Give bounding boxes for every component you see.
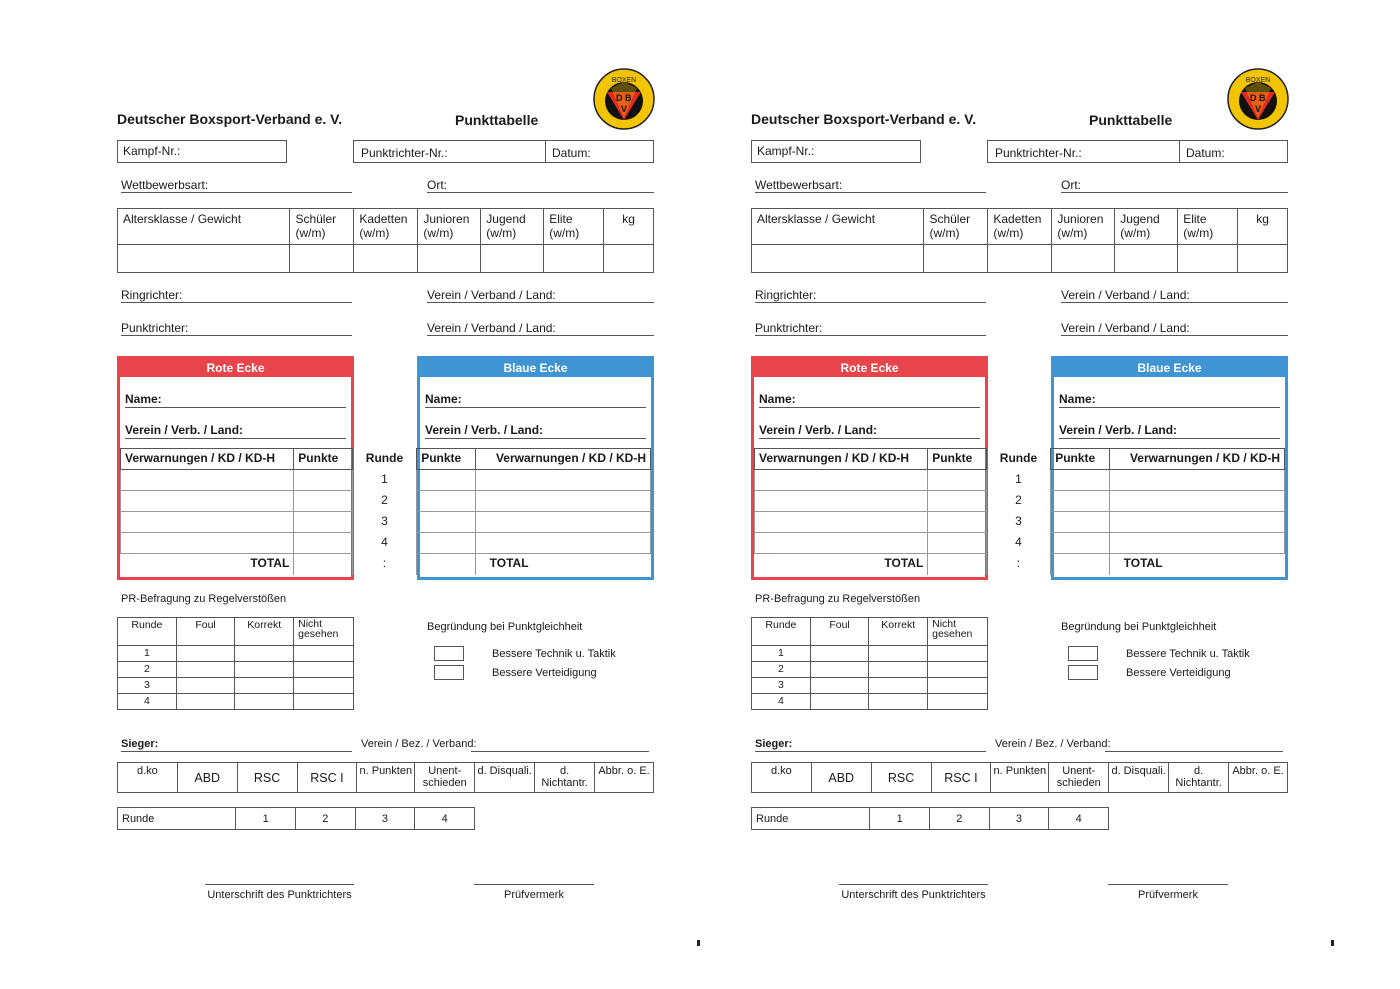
ringrichter-field[interactable]: Ringrichter:: [121, 288, 352, 303]
blue-points-cell[interactable]: [1051, 533, 1109, 554]
pr-korrekt-cell[interactable]: [235, 678, 294, 694]
age-header: Elite (w/m): [544, 209, 604, 245]
pr-korrekt-cell[interactable]: [869, 662, 928, 678]
blue-points-cell[interactable]: [417, 470, 475, 491]
pr-korrekt-cell[interactable]: [869, 646, 928, 662]
wettbewerbsart-field[interactable]: Wettbewerbsart:: [121, 178, 352, 193]
round-table: [117, 807, 475, 830]
blue-total-cell[interactable]: [1051, 554, 1109, 575]
result-option[interactable]: ABD: [177, 763, 237, 793]
pr-row: [118, 646, 354, 662]
score-table: [754, 448, 1285, 575]
technik-checkbox[interactable]: [434, 646, 464, 661]
ringrichter-field[interactable]: Ringrichter:: [755, 288, 986, 303]
pr-round: 2: [118, 662, 177, 678]
sieger-field[interactable]: Sieger:: [121, 738, 352, 752]
pr-header: Korrekt: [869, 618, 928, 646]
result-option[interactable]: RSC: [871, 763, 931, 793]
age-header: Altersklasse / Gewicht: [752, 209, 924, 245]
red-verein-field[interactable]: Verein / Verb. / Land:: [759, 423, 980, 439]
technik-checkbox[interactable]: [1068, 646, 1098, 661]
result-option[interactable]: d. Disquali.: [475, 763, 535, 793]
result-option[interactable]: d.ko: [118, 763, 178, 793]
round-row-label: Runde: [752, 808, 870, 830]
age-header: kg: [1238, 209, 1288, 245]
pr-header: Korrekt: [235, 618, 294, 646]
pr-foul-cell[interactable]: [176, 678, 235, 694]
red-total-label: TOTAL: [250, 556, 290, 570]
age-cell[interactable]: [1238, 245, 1288, 273]
round-cell[interactable]: 2: [930, 808, 990, 830]
red-corner-title: Rote Ecke: [120, 359, 351, 377]
blue-warn-cell[interactable]: [1109, 533, 1284, 554]
verein-field-2[interactable]: Verein / Verband / Land:: [1061, 321, 1288, 336]
pr-row: [752, 646, 988, 662]
score-row: [755, 533, 1285, 554]
age-cell[interactable]: [290, 245, 354, 273]
score-row: [121, 512, 651, 533]
blue-warn-cell[interactable]: [475, 470, 650, 491]
pr-header: Foul: [810, 618, 869, 646]
red-points-cell[interactable]: [928, 491, 986, 512]
pr-round: 1: [752, 646, 811, 662]
verteidigung-checkbox[interactable]: [434, 665, 464, 680]
organization-name: Deutscher Boxsport-Verband e. V.: [117, 111, 343, 127]
pr-round: 3: [752, 678, 811, 694]
age-cell[interactable]: [118, 245, 290, 273]
red-warn-cell[interactable]: [121, 512, 294, 533]
blue-total-label: TOTAL: [1123, 556, 1163, 570]
red-points-cell[interactable]: [294, 512, 352, 533]
result-option[interactable]: n. Punkten: [357, 763, 415, 793]
result-option[interactable]: n. Punkten: [991, 763, 1049, 793]
blue-warn-cell[interactable]: [1109, 512, 1284, 533]
blue-verein-field[interactable]: Verein / Verb. / Land:: [1059, 423, 1280, 439]
round-cell[interactable]: 4: [415, 808, 475, 830]
pr-round: 4: [752, 694, 811, 710]
pr-foul-cell[interactable]: [810, 662, 869, 678]
red-points-header: Punkte: [928, 449, 986, 470]
page-title: Punkttabelle: [455, 112, 539, 128]
verein-bez-field[interactable]: [471, 738, 649, 752]
result-option[interactable]: RSC: [237, 763, 297, 793]
pr-foul-cell[interactable]: [810, 694, 869, 710]
pr-row: [752, 662, 988, 678]
age-header: Jugend (w/m): [1115, 209, 1178, 245]
blue-warn-cell[interactable]: [1109, 470, 1284, 491]
red-warn-cell[interactable]: [755, 533, 928, 554]
pr-korrekt-cell[interactable]: [235, 646, 294, 662]
red-warn-cell[interactable]: [755, 512, 928, 533]
red-points-cell[interactable]: [928, 512, 986, 533]
round-row-label: Runde: [118, 808, 236, 830]
punktrichter-field[interactable]: Punktrichter:: [121, 321, 352, 336]
round-cell[interactable]: 3: [989, 808, 1049, 830]
blue-corner-title: Blaue Ecke: [420, 359, 651, 377]
blue-points-cell[interactable]: [417, 512, 475, 533]
result-table: [751, 762, 1288, 793]
pr-round: 1: [118, 646, 177, 662]
page-mark: [1331, 940, 1334, 946]
score-row: [755, 470, 1285, 491]
age-cell[interactable]: [354, 245, 418, 273]
pr-nicht-cell[interactable]: [294, 694, 354, 710]
pr-foul-cell[interactable]: [810, 678, 869, 694]
signature-punktrichter[interactable]: Unterschrift des Punktrichters: [205, 884, 354, 901]
pr-nicht-cell[interactable]: [928, 646, 988, 662]
blue-total-label: TOTAL: [489, 556, 529, 570]
score-row: [121, 470, 651, 491]
blue-corner-title: Blaue Ecke: [1054, 359, 1285, 377]
round-number: 2: [1015, 492, 1022, 507]
red-warn-cell[interactable]: [121, 491, 294, 512]
svg-text:BOXEN: BOXEN: [611, 77, 637, 84]
pr-nicht-cell[interactable]: [928, 662, 988, 678]
blue-name-field[interactable]: Name:: [1059, 392, 1280, 408]
round-number: 2: [381, 492, 388, 507]
blue-warn-cell[interactable]: [475, 512, 650, 533]
age-header: kg: [604, 209, 654, 245]
pr-table: [751, 617, 988, 710]
age-cell[interactable]: [1115, 245, 1178, 273]
pruefvermerk[interactable]: Prüfvermerk: [1108, 884, 1228, 901]
red-total-cell[interactable]: [928, 554, 986, 575]
sieger-field[interactable]: Sieger:: [755, 738, 986, 752]
pr-foul-cell[interactable]: [176, 694, 235, 710]
pr-row: [118, 662, 354, 678]
age-cell[interactable]: [544, 245, 604, 273]
pr-header: Nicht gesehen: [928, 618, 988, 646]
verein-bez-field[interactable]: [1105, 738, 1283, 752]
blue-name-field[interactable]: Name:: [425, 392, 646, 408]
pruefvermerk[interactable]: Prüfvermerk: [474, 884, 594, 901]
age-cell[interactable]: [481, 245, 544, 273]
blue-warn-cell[interactable]: [475, 491, 650, 512]
age-cell[interactable]: [988, 245, 1052, 273]
blue-points-cell[interactable]: [417, 491, 475, 512]
age-header: Altersklasse / Gewicht: [118, 209, 290, 245]
datum-label: Datum:: [552, 146, 591, 160]
result-option[interactable]: RSC I: [931, 763, 991, 793]
verteidigung-label: Bessere Verteidigung: [492, 667, 597, 679]
round-cell[interactable]: 2: [296, 808, 356, 830]
age-header: Kadetten (w/m): [354, 209, 418, 245]
round-number: 3: [381, 513, 388, 528]
pr-foul-cell[interactable]: [176, 646, 235, 662]
round-cell[interactable]: 4: [1049, 808, 1109, 830]
svg-text:BOXEN: BOXEN: [1245, 77, 1271, 84]
score-header-row: [121, 449, 651, 470]
verein-bez-label: Verein / Bez. / Verband:: [995, 738, 1111, 750]
pr-foul-cell[interactable]: [176, 662, 235, 678]
pr-nicht-cell[interactable]: [928, 678, 988, 694]
age-header: Jugend (w/m): [481, 209, 544, 245]
round-number: 3: [1015, 513, 1022, 528]
pr-nicht-cell[interactable]: [928, 694, 988, 710]
pr-korrekt-cell[interactable]: [869, 678, 928, 694]
score-header-row: [755, 449, 1285, 470]
pr-header: Foul: [176, 618, 235, 646]
score-row: [755, 491, 1285, 512]
total-row: [755, 554, 1285, 575]
red-warn-cell[interactable]: [755, 470, 928, 491]
pr-header: Nicht gesehen: [294, 618, 354, 646]
round-cell[interactable]: 1: [870, 808, 930, 830]
result-option[interactable]: d.ko: [752, 763, 812, 793]
red-warn-cell[interactable]: [755, 491, 928, 512]
result-option[interactable]: Unent-schieden: [1049, 763, 1109, 793]
svg-text:D: D: [616, 93, 623, 103]
pr-title: PR-Befragung zu Regelverstößen: [755, 593, 921, 605]
result-option[interactable]: d. Nichtantr.: [535, 763, 595, 793]
result-table: [117, 762, 654, 793]
age-cell[interactable]: [752, 245, 924, 273]
red-total-cell[interactable]: [294, 554, 352, 575]
score-row: [121, 491, 651, 512]
begruendung-label: Begründung bei Punktgleichheit: [427, 621, 583, 633]
verein-field-1[interactable]: Verein / Verband / Land:: [1061, 288, 1288, 303]
age-class-table: [751, 208, 1288, 273]
pr-korrekt-cell[interactable]: [235, 694, 294, 710]
round-table: [751, 807, 1109, 830]
pr-row: [118, 694, 354, 710]
pr-nicht-cell[interactable]: [294, 662, 354, 678]
result-option[interactable]: RSC I: [297, 763, 357, 793]
age-header: Kadetten (w/m): [988, 209, 1052, 245]
dbv-logo-icon: [1227, 68, 1289, 130]
blue-points-header: Punkte: [1051, 449, 1109, 470]
round-number: 1: [381, 471, 388, 486]
pr-nicht-cell[interactable]: [294, 678, 354, 694]
pr-korrekt-cell[interactable]: [869, 694, 928, 710]
pr-round: 2: [752, 662, 811, 678]
svg-text:V: V: [621, 104, 628, 114]
blue-warn-header: Verwarnungen / KD / KD-H: [1109, 449, 1284, 470]
age-cell[interactable]: [1178, 245, 1238, 273]
pr-round: 3: [118, 678, 177, 694]
blue-verein-field[interactable]: Verein / Verb. / Land:: [425, 423, 646, 439]
technik-label: Bessere Technik u. Taktik: [492, 648, 616, 660]
pr-korrekt-cell[interactable]: [235, 662, 294, 678]
kampf-nr-field[interactable]: Kampf-Nr.:: [117, 140, 287, 163]
red-points-cell[interactable]: [294, 470, 352, 491]
score-row: [755, 512, 1285, 533]
signature-punktrichter[interactable]: Unterschrift des Punktrichters: [839, 884, 988, 901]
score-table: [120, 448, 651, 575]
result-option[interactable]: ABD: [811, 763, 871, 793]
result-option[interactable]: d. Disquali.: [1109, 763, 1169, 793]
red-points-cell[interactable]: [928, 470, 986, 491]
round-header: Runde: [999, 450, 1038, 465]
total-row: [121, 554, 651, 575]
svg-text:V: V: [1255, 104, 1262, 114]
red-warn-header: Verwarnungen / KD / KD-H: [121, 449, 294, 470]
verein-field-1[interactable]: Verein / Verband / Land:: [427, 288, 654, 303]
svg-text:D: D: [1250, 93, 1257, 103]
verteidigung-checkbox[interactable]: [1068, 665, 1098, 680]
pr-header: Runde: [118, 618, 177, 646]
organization-name: Deutscher Boxsport-Verband e. V.: [751, 111, 977, 127]
red-total-label: TOTAL: [884, 556, 924, 570]
red-warn-cell[interactable]: [121, 470, 294, 491]
blue-points-cell[interactable]: [1051, 470, 1109, 491]
result-option[interactable]: Abbr. o. E.: [1229, 763, 1288, 793]
age-header: Elite (w/m): [1178, 209, 1238, 245]
red-points-cell[interactable]: [294, 491, 352, 512]
datum-label: Datum:: [1186, 146, 1225, 160]
verein-bez-label: Verein / Bez. / Verband:: [361, 738, 477, 750]
red-warn-header: Verwarnungen / KD / KD-H: [755, 449, 928, 470]
red-name-field[interactable]: Name:: [125, 392, 346, 408]
wettbewerbsart-field[interactable]: Wettbewerbsart:: [755, 178, 986, 193]
age-cell[interactable]: [1052, 245, 1115, 273]
kampf-nr-field[interactable]: Kampf-Nr.:: [751, 140, 921, 163]
red-name-field[interactable]: Name:: [759, 392, 980, 408]
ort-field[interactable]: Ort:: [1061, 178, 1288, 193]
red-corner-title: Rote Ecke: [754, 359, 985, 377]
punktrichter-field[interactable]: Punktrichter:: [755, 321, 986, 336]
red-points-cell[interactable]: [928, 533, 986, 554]
pr-round: 4: [118, 694, 177, 710]
red-points-cell[interactable]: [294, 533, 352, 554]
age-header: Schüler (w/m): [290, 209, 354, 245]
verein-field-2[interactable]: Verein / Verband / Land:: [427, 321, 654, 336]
age-cell[interactable]: [418, 245, 481, 273]
punktrichter-nr-field[interactable]: Punktrichter-Nr.: Datum:: [353, 140, 654, 163]
age-class-table: [117, 208, 654, 273]
score-sheet: [634, 0, 1334, 989]
score-row: [121, 533, 651, 554]
age-header: Schüler (w/m): [924, 209, 988, 245]
round-number: 1: [1015, 471, 1022, 486]
pr-header: Runde: [752, 618, 811, 646]
total-separator: :: [382, 555, 387, 570]
round-cell[interactable]: 3: [355, 808, 415, 830]
blue-points-cell[interactable]: [417, 533, 475, 554]
blue-points-header: Punkte: [417, 449, 475, 470]
red-verein-field[interactable]: Verein / Verb. / Land:: [125, 423, 346, 439]
round-cell[interactable]: 1: [236, 808, 296, 830]
page-title: Punkttabelle: [1089, 112, 1173, 128]
ort-field[interactable]: Ort:: [427, 178, 654, 193]
red-warn-cell[interactable]: [121, 533, 294, 554]
round-header: Runde: [365, 450, 404, 465]
age-header: Junioren (w/m): [418, 209, 481, 245]
result-option[interactable]: Unent-schieden: [415, 763, 475, 793]
technik-label: Bessere Technik u. Taktik: [1126, 648, 1250, 660]
round-number: 4: [381, 534, 388, 549]
blue-points-cell[interactable]: [1051, 491, 1109, 512]
punktrichter-nr-field[interactable]: Punktrichter-Nr.: Datum:: [987, 140, 1288, 163]
result-option[interactable]: Abbr. o. E.: [595, 763, 654, 793]
round-number: 4: [1015, 534, 1022, 549]
result-option[interactable]: d. Nichtantr.: [1169, 763, 1229, 793]
pr-nicht-cell[interactable]: [294, 646, 354, 662]
red-points-header: Punkte: [294, 449, 352, 470]
blue-points-cell[interactable]: [1051, 512, 1109, 533]
pr-table: [117, 617, 354, 710]
age-cell[interactable]: [924, 245, 988, 273]
total-separator: :: [1016, 555, 1021, 570]
blue-total-cell[interactable]: [417, 554, 475, 575]
blue-warn-header: Verwarnungen / KD / KD-H: [475, 449, 650, 470]
begruendung-label: Begründung bei Punktgleichheit: [1061, 621, 1217, 633]
svg-text:B: B: [1259, 93, 1266, 103]
age-header: Junioren (w/m): [1052, 209, 1115, 245]
blue-warn-cell[interactable]: [1109, 491, 1284, 512]
blue-warn-cell[interactable]: [475, 533, 650, 554]
pr-title: PR-Befragung zu Regelverstößen: [121, 593, 287, 605]
verteidigung-label: Bessere Verteidigung: [1126, 667, 1231, 679]
svg-text:B: B: [625, 93, 632, 103]
pr-foul-cell[interactable]: [810, 646, 869, 662]
pr-row: [752, 678, 988, 694]
pr-row: [752, 694, 988, 710]
pr-row: [118, 678, 354, 694]
